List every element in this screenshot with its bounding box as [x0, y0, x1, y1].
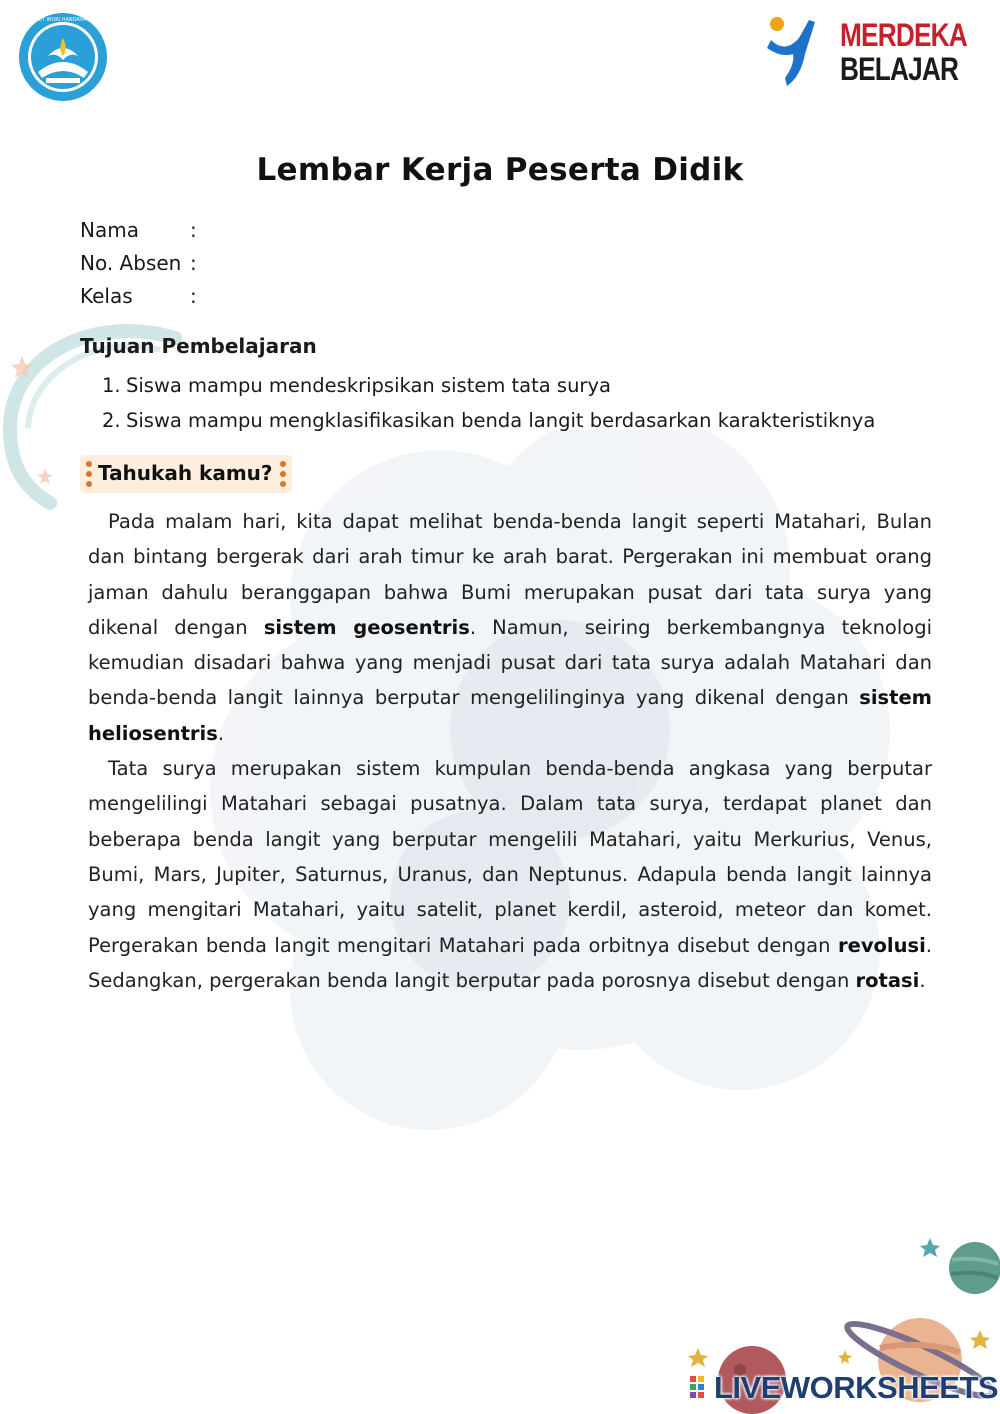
decor-dot — [280, 481, 286, 487]
list-item-number: 2. — [102, 409, 121, 432]
decor-dot — [280, 461, 286, 467]
absence-number-label: No. Absen — [80, 251, 182, 275]
objectives-list — [102, 368, 875, 438]
paragraph-text: Pada malam hari, kita dapat melihat benda-benda langit seperti Matahari, Bulan dan bintang bergerak dari arah timur ke arah barat. Pergerakan ini membuat orang jaman dahulu beranggapan bahwa Bumi merupakan pusat dari tata surya yang dikenal dengan — [88, 510, 932, 639]
bold-term-revolution: revolusi — [837, 933, 926, 957]
paragraph-text: . Namun, seiring berkembangnya teknologi kemudian disadari bahwa yang menjadi pusat dari tata surya adalah Matahari dan benda-benda langit lainnya berputar mengelilinginya yang dikenal dengan — [88, 615, 933, 710]
did-you-know-box — [80, 455, 292, 493]
class-field[interactable] — [80, 280, 197, 313]
paragraph-text: . — [919, 968, 926, 992]
absence-number-field[interactable] — [80, 247, 197, 280]
list-item-text: Siswa mampu mengklasifikasikan benda langit berdasarkan karakteristiknya — [126, 409, 876, 432]
liveworksheets-grid-icon — [690, 1376, 712, 1400]
merdeka-belajar-logo — [765, 14, 967, 92]
paragraph-2 — [88, 751, 932, 998]
belajar-text: BELAJAR — [840, 51, 959, 87]
list-item — [102, 368, 875, 403]
name-field[interactable] — [80, 214, 197, 247]
bold-term-heliocentric: sistem heliosentris — [88, 686, 932, 745]
paragraph-1 — [88, 504, 932, 751]
paragraph-text: Tata surya merupakan sistem kumpulan benda-benda angkasa yang berputar mengelilingi Matahari sebagai pusatnya. Dalam tata surya, terdapat planet dan beberapa benda langit yang berputar mengelili Matahari, yaitu Merkurius, Venus, Bumi, Mars, Jupiter, Saturnus, Uranus, dan Neptunus. Adapula benda langit lainnya yang mengitari Matahari, yaitu satelit, planet kerdil, asteroid, meteor dan komet. Pergerakan benda langit mengitari Matahari pada orbitnya disebut dengan — [88, 757, 932, 957]
class-label: Kelas — [80, 284, 133, 308]
did-you-know-label: Tahukah kamu? — [98, 461, 273, 485]
list-item — [102, 403, 875, 438]
objectives-heading: Tujuan Pembelajaran — [80, 334, 317, 358]
student-identity-fields — [80, 214, 197, 313]
paragraph-text: . — [217, 721, 225, 745]
merdeka-text: MERDEKA — [840, 17, 967, 53]
merdeka-belajar-figure-icon — [765, 14, 835, 92]
tut-logo-text: TUT WURI HANDAYANI — [35, 17, 91, 23]
name-label: Nama — [80, 218, 139, 242]
decor-dot — [280, 471, 286, 477]
paragraph-text: . Sedangkan, pergerakan benda langit berputar pada porosnya disebut dengan — [88, 933, 932, 992]
reading-text — [88, 504, 932, 998]
list-item-text: Siswa mampu mendeskripsikan sistem tata surya — [126, 374, 611, 397]
bold-term-rotation: rotasi — [855, 968, 920, 992]
name-colon: : — [190, 218, 197, 242]
decor-dot — [86, 471, 92, 477]
list-item-number: 1. — [102, 374, 121, 397]
tut-wuri-handayani-logo — [18, 12, 108, 102]
bold-term-geocentric: sistem geosentris — [263, 615, 470, 639]
watermark-text: LIVEWORKSHEETS — [714, 1370, 999, 1405]
class-colon: : — [190, 284, 197, 308]
absence-number-colon: : — [190, 251, 197, 275]
decor-dot — [86, 481, 92, 487]
liveworksheets-watermark — [690, 1370, 998, 1406]
decor-dot — [86, 461, 92, 467]
page-title: Lembar Kerja Peserta Didik — [256, 152, 744, 188]
